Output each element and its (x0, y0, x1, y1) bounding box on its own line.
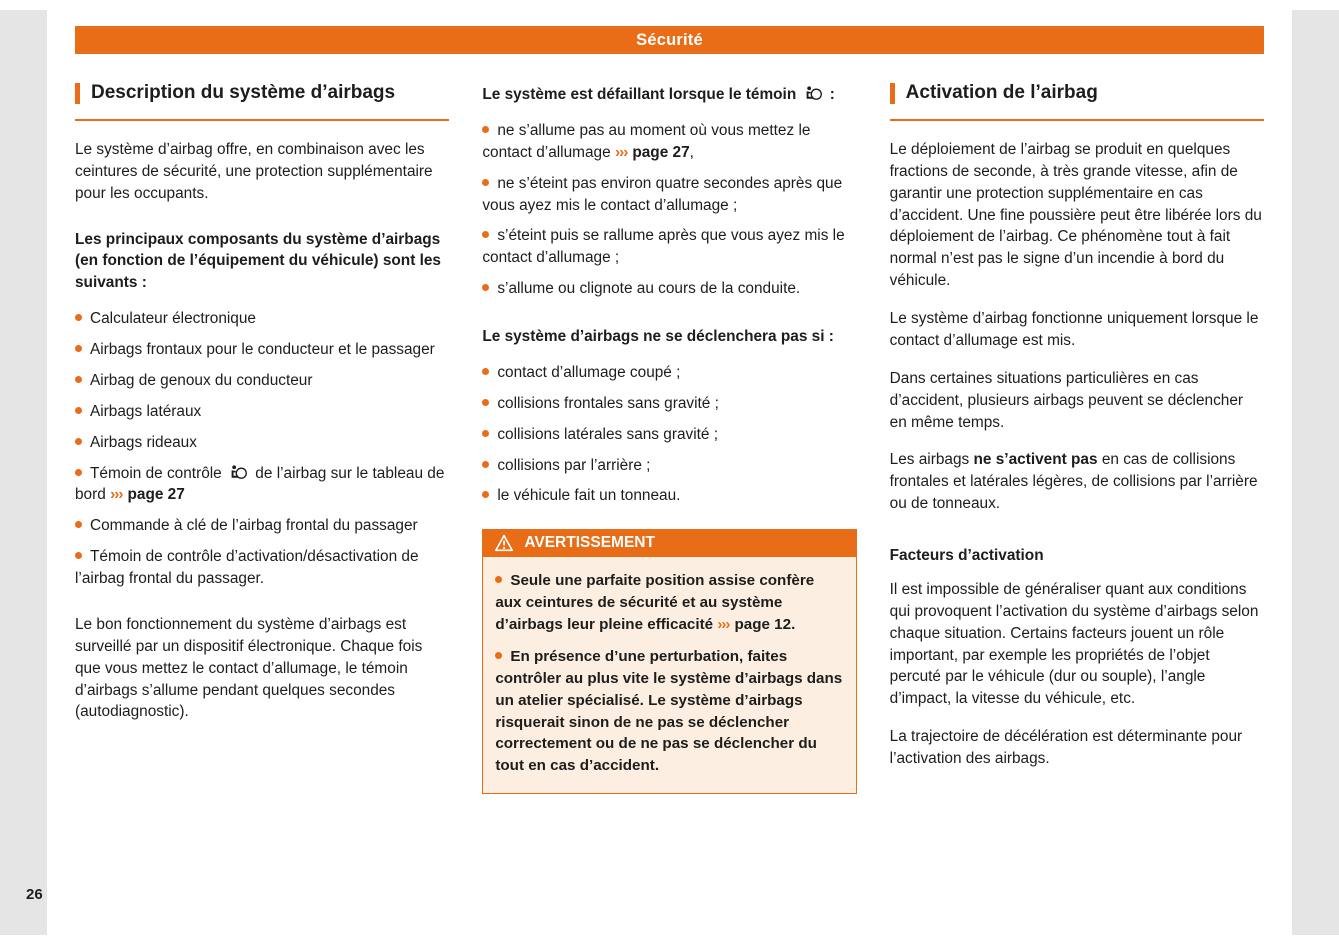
title-accent-bar (75, 83, 80, 104)
list-item (75, 339, 449, 361)
section-title-text: Activation de l’airbag (905, 82, 1098, 103)
list-item-text: Airbag de genoux du conducteur (90, 371, 313, 389)
subheading-components: Les principaux composants du système d’airbags (en fonction de l’équipement du véhicule) sont les suivants : (75, 230, 441, 292)
list-item-text: contact d’allumage coupé ; (497, 363, 681, 381)
page-link[interactable] (615, 144, 690, 161)
list-item-text: le véhicule fait un tonneau. (497, 487, 681, 505)
bullet-icon (482, 231, 489, 238)
column-middle (482, 80, 856, 794)
xref-arrow-icon[interactable]: ››› (614, 143, 628, 161)
xref-page-text[interactable]: page 27 (632, 143, 690, 161)
warning-box (482, 529, 856, 794)
list-item (482, 120, 856, 164)
paragraph: Le système d’airbag fonctionne uniquement lorsque le contact d’allumage est mis. (889, 310, 1259, 349)
list-item (482, 393, 856, 415)
list-item-warning-light (75, 463, 449, 507)
list-item-text: ne s’éteint pas environ quatre secondes après que vous ayez mis le contact d’allumage ; (482, 174, 843, 214)
airbag-warning-light-icon (804, 85, 823, 101)
warning-item-text: En présence d’une perturbation, faites contrôler au plus vite le système d’airbags dans un atelier spécialisé. Le système d’airbags risquerait sinon de ne pas se déclencher correctement ou de ne pas se déclencher du tout en cas d’accident. (495, 648, 843, 775)
paragraph-autodiag: Le bon fonctionnement du système d’airbags est surveillé par un dispositif électronique. Chaque fois que vous mettez le contact d’allumage, le témoin d’airbags s’allume pendant quelques secondes (autodiagnostic). (75, 615, 423, 721)
xref-page-text[interactable]: page 12 (734, 615, 792, 633)
list-item-text: Témoin de contrôle (90, 464, 227, 482)
list-item (75, 432, 449, 454)
chapter-header-bar (75, 26, 1264, 54)
paragraph-text: en cas de collisions frontales et latérales légères, de collisions par l’arrière ou de tonneaux. (889, 451, 1258, 513)
bullet-icon (482, 491, 489, 498)
list-item-text: s’éteint puis se rallume après que vous ayez mis le contact d’allumage ; (482, 227, 845, 267)
bullet-icon (75, 469, 82, 476)
bullet-icon (482, 430, 489, 437)
list-item-text: Airbags rideaux (90, 433, 197, 451)
column-right (890, 80, 1264, 794)
section-title-description (75, 80, 449, 121)
list-item-text: de l’airbag sur le tableau de bord (75, 464, 445, 504)
subheading-declenchera: Le système d’airbags ne se déclenchera pas si : (482, 328, 834, 345)
bullet-icon (495, 652, 502, 659)
paragraph: La trajectoire de décélération est déterminante pour l’activation des airbags. (889, 728, 1243, 768)
list-item-text: Commande à clé de l’airbag frontal du passager (90, 517, 418, 535)
warning-item-text: Seule une parfaite position assise confère aux ceintures de sécurité et au système d’airbags leur pleine efficacité (495, 572, 815, 633)
airbag-warning-light-icon (229, 464, 248, 480)
list-item-text: Témoin de contrôle d’activation/désactivation de l’airbag frontal du passager. (75, 548, 419, 588)
paragraph-intro: Le système d’airbag offre, en combinaison avec les ceintures de sécurité, une protection supplémentaire pour les occupants. (75, 140, 433, 202)
page-number: 26 (26, 886, 43, 903)
page-link[interactable] (110, 486, 185, 503)
bullet-icon (482, 284, 489, 291)
list-item (482, 362, 856, 384)
list-item (75, 401, 449, 423)
list-item (482, 173, 856, 217)
list-item-text: collisions frontales sans gravité ; (497, 394, 719, 412)
paragraph-text: Les airbags (889, 451, 974, 469)
bullet-icon (75, 521, 82, 528)
paragraph (890, 449, 1264, 515)
paragraph: Dans certaines situations particulières en cas d’accident, plusieurs airbags peuvent se déclencher en même temps. (889, 369, 1244, 431)
bullet-icon (482, 179, 489, 186)
xref-arrow-icon[interactable]: ››› (717, 615, 730, 633)
page-link[interactable] (717, 616, 791, 633)
bullet-icon (482, 126, 489, 133)
subheading-facteurs: Facteurs d’activation (889, 547, 1044, 565)
bullet-icon (75, 376, 82, 383)
paragraph: Il est impossible de généraliser quant aux conditions qui provoquent l’activation du système d’airbags selon chaque situation. Certains facteurs jouent un rôle important, par exemple les propriétés de l’objet percuté par le véhicule (dur ou souple), l’angle d’impact, la vitesse du véhicule, etc. (889, 580, 1259, 708)
list-item-text: collisions par l’arrière ; (497, 456, 651, 474)
xref-arrow-icon[interactable]: ››› (110, 486, 123, 504)
subheading-text: Le système est défaillant lorsque le témoin (482, 86, 801, 103)
content-columns (47, 54, 1292, 794)
bullet-icon (75, 407, 82, 414)
list-item (75, 546, 449, 590)
xref-page-text[interactable]: page 27 (127, 486, 185, 504)
list-item-text: Calculateur électronique (90, 310, 256, 328)
bullet-icon (75, 438, 82, 445)
bullet-icon (75, 552, 82, 559)
bullet-icon (75, 314, 82, 321)
title-accent-bar (890, 83, 895, 104)
list-item-text: collisions latérales sans gravité ; (497, 425, 719, 443)
paragraph-text-emphasis: ne s’activent pas (973, 451, 1098, 469)
list-item-text: , (689, 143, 694, 161)
manual-page (47, 10, 1292, 935)
list-item-text: Airbags latéraux (90, 402, 202, 420)
warning-item (495, 570, 843, 635)
warning-header (482, 529, 856, 557)
warning-item (495, 646, 843, 776)
list-item (75, 308, 449, 330)
section-title-text: Description du système d’airbags (91, 82, 396, 103)
list-item-text: Airbags frontaux pour le conducteur et le passager (90, 341, 435, 359)
list-item (482, 424, 856, 446)
list-item (482, 225, 856, 269)
subheading-defaillant (482, 84, 856, 106)
bullet-icon (482, 399, 489, 406)
warning-body (482, 557, 856, 794)
list-item (482, 278, 856, 300)
paragraph: Le déploiement de l’airbag se produit en quelques fractions de seconde, à très grande vitesse, afin de garantir une protection supplémentaire en cas d’accident. Une fine poussière peut être libérée lors du déploiement de l’airbag. Ce phénomène tout à fait normal n’est pas le signe d’un incendie à bord du véhicule. (889, 140, 1262, 290)
section-title-activation (890, 80, 1264, 121)
chapter-title: Sécurité (636, 30, 703, 49)
list-item-text: ne s’allume pas au moment où vous mettez le contact d’allumage (482, 121, 811, 161)
list-item (75, 370, 449, 392)
column-left (75, 80, 449, 794)
warning-triangle-icon (494, 534, 514, 552)
bullet-icon (75, 345, 82, 352)
warning-title: AVERTISSEMENT (524, 534, 655, 552)
subheading-text: : (825, 86, 835, 103)
list-item (482, 485, 856, 507)
list-item-text: s’allume ou clignote au cours de la conduite. (497, 280, 801, 298)
list-item (482, 455, 856, 477)
bullet-icon (482, 368, 489, 375)
warning-item-text: . (791, 615, 796, 633)
list-item (75, 515, 449, 537)
bullet-icon (495, 576, 502, 583)
bullet-icon (482, 461, 489, 468)
